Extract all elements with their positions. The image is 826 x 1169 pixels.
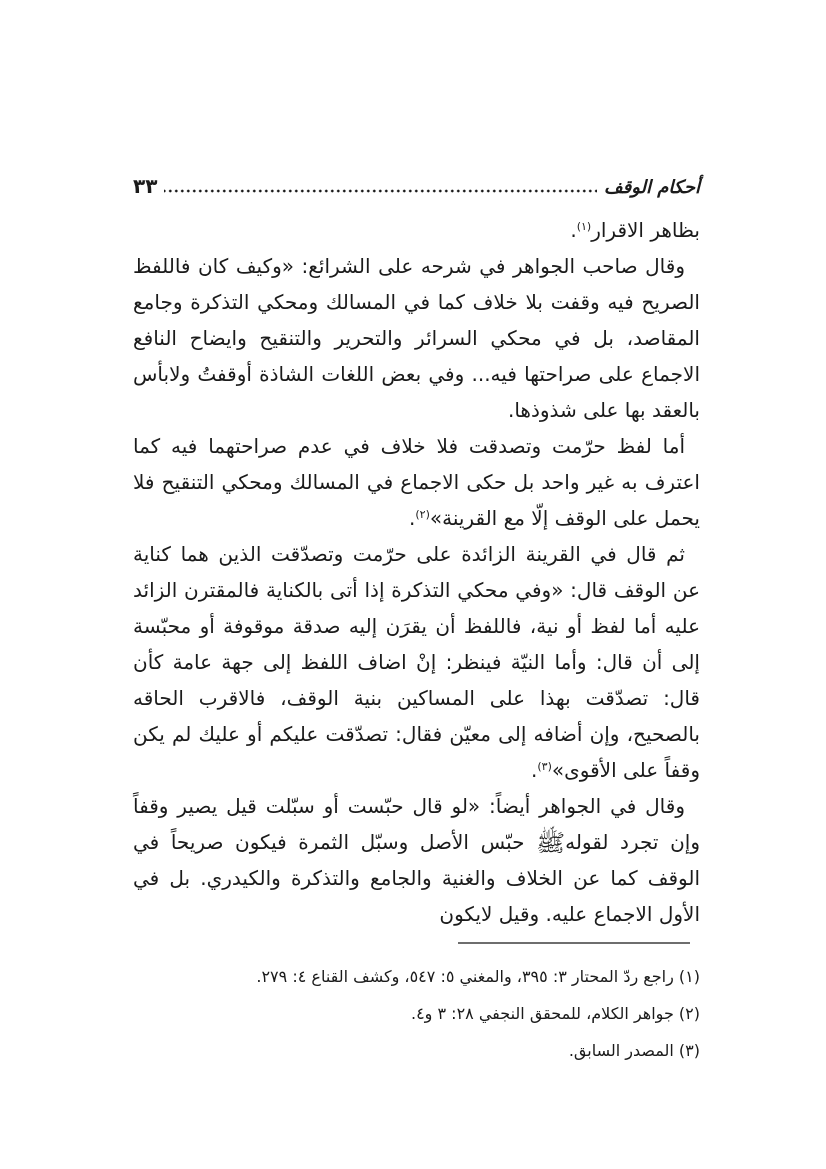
dotted-leader <box>164 189 597 193</box>
paragraph-habbast-sabbalt <box>133 788 700 932</box>
paragraph-jawahir-quote <box>133 248 700 428</box>
paragraph-text: . <box>408 506 416 530</box>
footnote-ref-2: (٢) <box>415 508 430 521</box>
footnote-2: (٢) جواهر الكلام، للمحقق النجفي ٢٨: ٣ و٤. <box>410 1004 700 1023</box>
paragraph-text: . <box>531 758 538 782</box>
footnotes-section <box>133 958 700 1069</box>
paragraph-text: ثم قال في القرينة الزائدة على حرّمت وتصدّقت الذين هما كناية عن الوقف قال: «وفي محكي التذكرة إذا أتى بالكناية فالمقترن الزائد عليه أما لفظ أو نية، فاللفظ أن يقرَن إليه صدقة موقوفة أو محبّسة إلى أن قال: وأما النيّة فينظر: إنْ اضاف اللفظ إلى جهة عامة كأن قال: تصدّقت بهذا على المساكين بنية الوقف، فالاقرب الحاقه بالصحيح، وإن أضافه إلى معيّن فقال: تصدّقت عليكم أو عليك لم يكن وقفاً على الأقوى» <box>133 542 700 782</box>
paragraph-text: وقال في الجواهر أيضاً: «لو قال حبّست أو سبّلت قيل يصير وقفاً وإن تجرد لقوله <box>133 794 700 854</box>
footnote-ref-3: (٣) <box>537 760 552 773</box>
paragraph-text: حبّس الأصل وسبّل الثمرة فيكون صريحاً في الوقف كما عن الخلاف والغنية والجامع والتذكرة والكيدري. بل في الأول الاجماع عليه. وقيل لايكون <box>133 830 700 926</box>
paragraph-text: وقال صاحب الجواهر في شرحه على الشرائع: «وكيف كان فاللفظ الصريح فيه وقفت بلا خلاف كما في المسالك ومحكي التذكرة وجامع المقاصد، بل في محكي السرائر والتحرير والتنقيح وايضاح النافع الاجماع على صراحتها فيه... وفي بعض اللغات الشاذة أوقفتُ ولابأس بالعقد بها على شذوذها. <box>133 254 700 422</box>
page-number: ٣٣ <box>133 174 158 198</box>
footnote-1: (١) راجع ردّ المحتار ٣: ٣٩٥، والمغني ٥: ٥٤٧، وكشف القناع ٤: ٢٧٩. <box>256 967 700 986</box>
text-column <box>133 0 700 1069</box>
footnote-ref-1: (١) <box>576 220 592 233</box>
body-text <box>133 212 700 932</box>
honorific-symbol: ﷺ <box>536 829 566 857</box>
paragraph-continuation <box>133 212 700 248</box>
paragraph-qarina-zaida <box>133 536 700 788</box>
paragraph-text: أما لفظ حرّمت وتصدقت فلا خلاف في عدم صراحتهما فيه كما اعترف به غير واحد بل حكى الاجماع في المسالك ومحكي التنقيح فلا يحمل على الوقف إلّا مع القرينة» <box>133 434 700 530</box>
footnote-separator <box>458 942 690 944</box>
footnote-3: (٣) المصدر السابق. <box>568 1041 700 1060</box>
running-header <box>133 170 700 198</box>
running-header-title: أحكام الوقف <box>604 177 700 198</box>
paragraph-text: . <box>570 218 577 242</box>
paragraph-text: بظاهر الاقرار <box>591 218 700 242</box>
paragraph-harramt-tasaddaqt <box>133 428 700 536</box>
